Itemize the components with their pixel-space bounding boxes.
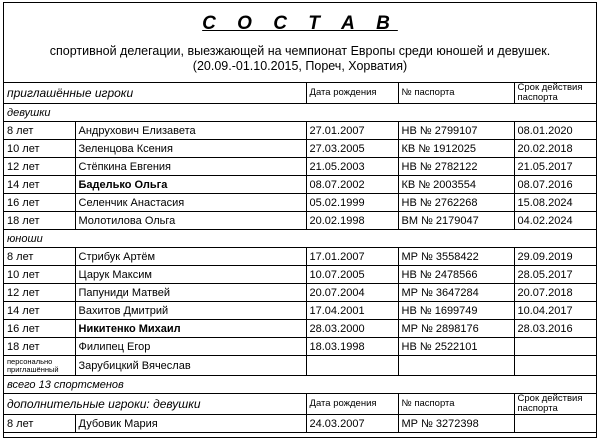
document-title: С О С Т А В xyxy=(202,13,398,34)
player-name: Никитенко Михаил xyxy=(75,320,306,338)
player-passport-validity: 20.07.2018 xyxy=(514,284,596,302)
player-passport-validity: 29.09.2019 xyxy=(514,248,596,266)
player-dob: 24.03.2007 xyxy=(306,415,398,433)
player-name: Папуниди Матвей xyxy=(75,284,306,302)
player-name: Дубовик Мария xyxy=(75,415,306,433)
player-passport: МР № 3272398 xyxy=(398,415,514,433)
player-passport-validity: 15.08.2024 xyxy=(514,194,596,212)
player-passport: НВ № 2762268 xyxy=(398,194,514,212)
additional-players-header: дополнительные игроки: девушки xyxy=(4,394,306,415)
subtitle-line-1: спортивной делегации, выезжающей на чемпионат Европы среди юношей и девушек. xyxy=(49,44,551,58)
invited-players-header: приглашённые игроки xyxy=(4,83,306,104)
empty-cell xyxy=(514,356,596,376)
player-passport: НВ № 1699749 xyxy=(398,302,514,320)
column-passport-header: № паспорта xyxy=(398,394,514,415)
document-subtitle xyxy=(4,44,596,74)
player-passport-validity: 08.07.2016 xyxy=(514,176,596,194)
player-passport: НВ № 2478566 xyxy=(398,266,514,284)
player-age: 8 лет xyxy=(4,122,75,140)
player-name: Зеленцова Ксения xyxy=(75,140,306,158)
personal-invite-name: Зарубицкий Вячеслав xyxy=(75,356,306,376)
player-age: 18 лет xyxy=(4,212,75,230)
player-dob: 17.01.2007 xyxy=(306,248,398,266)
player-dob: 05.02.1999 xyxy=(306,194,398,212)
player-age: 8 лет xyxy=(4,248,75,266)
player-name: Селенчик Анастасия xyxy=(75,194,306,212)
player-name: Вахитов Дмитрий xyxy=(75,302,306,320)
section-girls-label: девушки xyxy=(4,104,596,122)
header-row-invited xyxy=(4,83,596,104)
player-passport-validity: 21.05.2017 xyxy=(514,158,596,176)
section-row-total xyxy=(4,376,596,394)
player-passport-validity: 10.04.2017 xyxy=(514,302,596,320)
player-dob: 28.03.2000 xyxy=(306,320,398,338)
column-validity-header: Срок действия паспорта xyxy=(514,83,596,104)
subtitle-line-2: (20.09.-01.10.2015, Пореч, Хорватия) xyxy=(192,59,408,73)
roster-table xyxy=(4,83,596,433)
player-passport-validity xyxy=(514,415,596,433)
player-passport: КВ № 1912025 xyxy=(398,140,514,158)
player-passport: ВМ № 2179047 xyxy=(398,212,514,230)
player-row xyxy=(4,140,596,158)
player-age: 16 лет xyxy=(4,194,75,212)
section-boys-label: юноши xyxy=(4,230,596,248)
player-row xyxy=(4,212,596,230)
player-age: 8 лет xyxy=(4,415,75,433)
player-passport: НВ № 2799107 xyxy=(398,122,514,140)
document-header xyxy=(4,3,596,83)
section-row-girls xyxy=(4,104,596,122)
player-age: 10 лет xyxy=(4,140,75,158)
player-dob: 20.07.2004 xyxy=(306,284,398,302)
player-age: 16 лет xyxy=(4,320,75,338)
personal-invite-row xyxy=(4,356,596,376)
player-row xyxy=(4,415,596,433)
player-row xyxy=(4,284,596,302)
player-name: Баделько Ольга xyxy=(75,176,306,194)
player-age: 10 лет xyxy=(4,266,75,284)
player-dob: 17.04.2001 xyxy=(306,302,398,320)
player-passport: НВ № 2782122 xyxy=(398,158,514,176)
player-row xyxy=(4,302,596,320)
column-passport-header: № паспорта xyxy=(398,83,514,104)
player-name: Молотилова Ольга xyxy=(75,212,306,230)
player-passport: МР № 2898176 xyxy=(398,320,514,338)
player-row xyxy=(4,248,596,266)
player-row xyxy=(4,194,596,212)
header-row-additional xyxy=(4,394,596,415)
player-age: 14 лет xyxy=(4,302,75,320)
player-passport-validity: 04.02.2024 xyxy=(514,212,596,230)
player-age: 18 лет xyxy=(4,338,75,356)
section-row-boys xyxy=(4,230,596,248)
player-name: Филипец Егор xyxy=(75,338,306,356)
player-dob: 08.07.2002 xyxy=(306,176,398,194)
player-row xyxy=(4,176,596,194)
document-page xyxy=(3,2,597,438)
player-dob: 20.02.1998 xyxy=(306,212,398,230)
player-age: 14 лет xyxy=(4,176,75,194)
player-dob: 21.05.2003 xyxy=(306,158,398,176)
player-name: Андрухович Елизавета xyxy=(75,122,306,140)
player-row xyxy=(4,266,596,284)
player-dob: 27.01.2007 xyxy=(306,122,398,140)
player-row xyxy=(4,320,596,338)
personal-invite-label: персонально приглашённый xyxy=(4,356,75,376)
total-athletes-label: всего 13 спортсменов xyxy=(4,376,596,394)
player-name: Царук Максим xyxy=(75,266,306,284)
player-passport-validity: 20.02.2018 xyxy=(514,140,596,158)
column-validity-header: Срок действия паспорта xyxy=(514,394,596,415)
player-row xyxy=(4,338,596,356)
player-name: Стёпкина Евгения xyxy=(75,158,306,176)
player-dob: 27.03.2005 xyxy=(306,140,398,158)
player-passport-validity: 28.05.2017 xyxy=(514,266,596,284)
player-passport-validity: 08.01.2020 xyxy=(514,122,596,140)
player-passport: НВ № 2522101 xyxy=(398,338,514,356)
empty-cell xyxy=(306,356,398,376)
roster-table-body xyxy=(4,83,596,433)
empty-cell xyxy=(398,356,514,376)
player-passport-validity xyxy=(514,338,596,356)
player-row xyxy=(4,122,596,140)
player-passport-validity: 28.03.2016 xyxy=(514,320,596,338)
player-dob: 10.07.2005 xyxy=(306,266,398,284)
column-dob-header: Дата рождения xyxy=(306,83,398,104)
player-row xyxy=(4,158,596,176)
player-dob: 18.03.1998 xyxy=(306,338,398,356)
player-passport: МР № 3558422 xyxy=(398,248,514,266)
player-passport: МР № 3647284 xyxy=(398,284,514,302)
player-age: 12 лет xyxy=(4,158,75,176)
player-age: 12 лет xyxy=(4,284,75,302)
player-name: Стрибук Артём xyxy=(75,248,306,266)
player-passport: КВ № 2003554 xyxy=(398,176,514,194)
column-dob-header: Дата рождения xyxy=(306,394,398,415)
